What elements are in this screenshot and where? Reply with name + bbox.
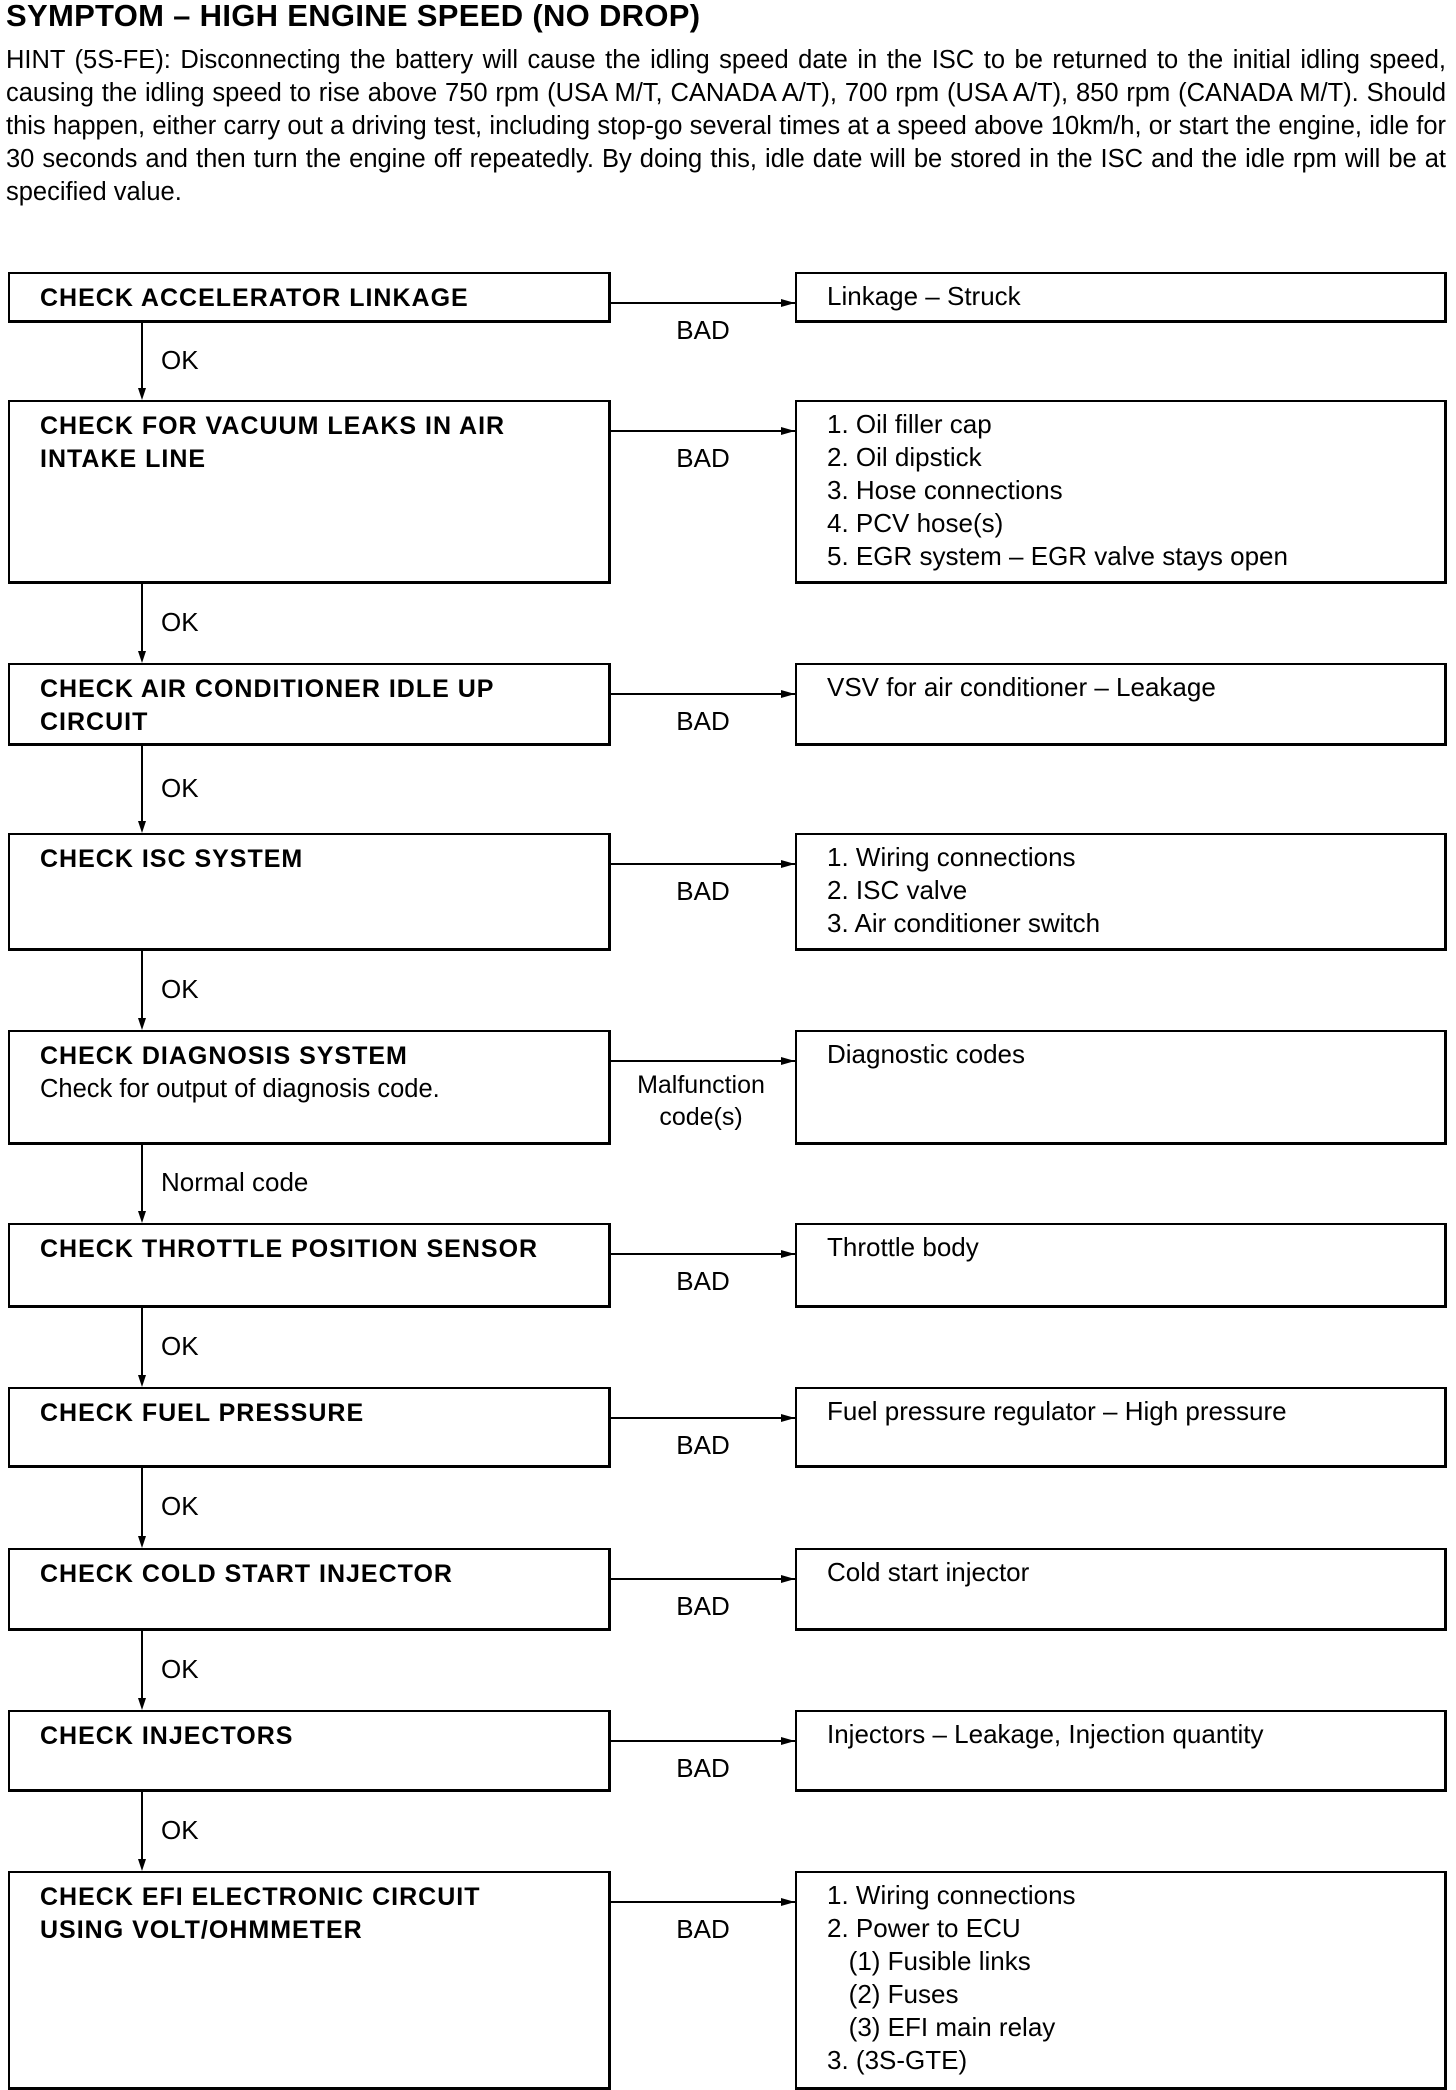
- result-item: (1) Fusible links: [827, 1946, 1031, 1976]
- result-condition-label: BAD: [676, 1591, 730, 1621]
- connector-line: [141, 1792, 143, 1861]
- result-box: [795, 1223, 1447, 1308]
- check-title: CIRCUIT: [40, 708, 149, 736]
- connector-line: [141, 1145, 143, 1213]
- next-condition-label: OK: [161, 1653, 199, 1684]
- result-item: Linkage – Struck: [827, 281, 1021, 311]
- next-condition-label: OK: [161, 1491, 199, 1521]
- result-item: 3. Air conditioner switch: [827, 908, 1101, 938]
- connector-line: [141, 1468, 143, 1538]
- result-box: [795, 1548, 1447, 1631]
- connector-line: [141, 584, 143, 653]
- arrow-right-icon: [781, 1414, 795, 1422]
- result-condition-label: BAD: [676, 1430, 730, 1460]
- next-condition-label: OK: [161, 1814, 199, 1845]
- check-box: [8, 1710, 611, 1792]
- next-condition-label: Normal code: [161, 1167, 309, 1197]
- result-condition-label: BAD: [676, 1914, 730, 1944]
- result-condition-label: BAD: [676, 443, 730, 473]
- check-title: INTAKE LINE: [40, 445, 207, 473]
- check-box: [8, 1030, 611, 1145]
- arrow-down-icon: [138, 821, 146, 833]
- check-instruction: Check for output of diagnosis code.: [40, 1075, 440, 1103]
- check-title: CHECK INJECTORS: [40, 1722, 294, 1750]
- result-item: 1. Wiring connections: [827, 842, 1076, 872]
- next-condition-label: OK: [161, 772, 199, 803]
- connector-line: [141, 323, 143, 390]
- result-item: VSV for air conditioner – Leakage: [827, 672, 1216, 702]
- result-item: 2. ISC valve: [827, 875, 968, 905]
- result-condition-label: BAD: [676, 315, 730, 345]
- connector-line: [611, 1578, 795, 1580]
- check-title: CHECK DIAGNOSIS SYSTEM: [40, 1042, 408, 1070]
- check-box: [8, 833, 611, 951]
- result-item: 4. PCV hose(s): [827, 508, 1004, 538]
- check-box: [8, 1387, 611, 1468]
- arrow-right-icon: [781, 1898, 795, 1906]
- arrow-down-icon: [138, 1859, 146, 1871]
- connector-line: [611, 1060, 795, 1062]
- connector-line: [141, 746, 143, 823]
- check-title: CHECK FUEL PRESSURE: [40, 1399, 365, 1427]
- connector-line: [611, 1417, 795, 1419]
- result-condition-label: BAD: [676, 706, 730, 736]
- result-box: [795, 272, 1447, 323]
- check-title: CHECK EFI ELECTRONIC CIRCUIT: [40, 1883, 481, 1911]
- connector-line: [611, 1901, 795, 1903]
- check-box: [8, 400, 611, 584]
- result-condition-label: BAD: [676, 1266, 730, 1296]
- connector-line: [611, 863, 795, 865]
- arrow-down-icon: [138, 388, 146, 400]
- result-box: [795, 663, 1447, 746]
- result-box: [795, 1030, 1447, 1145]
- result-box: [795, 1710, 1447, 1792]
- result-item: Throttle body: [827, 1232, 979, 1262]
- next-condition-label: OK: [161, 344, 199, 375]
- check-title: CHECK AIR CONDITIONER IDLE UP: [40, 675, 495, 703]
- arrow-right-icon: [781, 299, 795, 307]
- result-box: [795, 833, 1447, 951]
- next-condition-label: OK: [161, 606, 199, 637]
- arrow-right-icon: [781, 1737, 795, 1745]
- result-item: Fuel pressure regulator – High pressure: [827, 1396, 1287, 1426]
- arrow-down-icon: [138, 1375, 146, 1387]
- result-item: Cold start injector: [827, 1557, 1030, 1587]
- check-title: CHECK ACCELERATOR LINKAGE: [40, 284, 469, 312]
- check-box: [8, 272, 611, 323]
- connector-line: [141, 1308, 143, 1377]
- arrow-down-icon: [138, 651, 146, 663]
- arrow-down-icon: [138, 1698, 146, 1710]
- check-title: CHECK THROTTLE POSITION SENSOR: [40, 1235, 539, 1263]
- check-box: [8, 663, 611, 746]
- connector-line: [141, 1631, 143, 1700]
- connector-line: [611, 1253, 795, 1255]
- connector-line: [611, 302, 795, 304]
- check-title: CHECK FOR VACUUM LEAKS IN AIR: [40, 412, 506, 440]
- result-condition-label: BAD: [676, 1753, 730, 1783]
- result-item: (3) EFI main relay: [827, 2012, 1056, 2042]
- result-item: (2) Fuses: [827, 1979, 959, 2009]
- connector-line: [611, 1740, 795, 1742]
- arrow-down-icon: [138, 1536, 146, 1548]
- check-box: [8, 1223, 611, 1308]
- next-condition-label: OK: [161, 973, 199, 1004]
- arrow-right-icon: [781, 1057, 795, 1065]
- result-box: [795, 1871, 1447, 2090]
- result-item: 1. Oil filler cap: [827, 409, 992, 439]
- result-box: [795, 400, 1447, 584]
- next-condition-label: OK: [161, 1330, 199, 1361]
- check-title: CHECK COLD START INJECTOR: [40, 1560, 453, 1588]
- page-title: SYMPTOM – HIGH ENGINE SPEED (NO DROP): [6, 0, 701, 33]
- check-title: CHECK ISC SYSTEM: [40, 845, 304, 873]
- result-item: 3. Hose connections: [827, 475, 1063, 505]
- arrow-right-icon: [781, 1575, 795, 1583]
- arrow-right-icon: [781, 690, 795, 698]
- result-box: [795, 1387, 1447, 1468]
- result-item: 2. Power to ECU: [827, 1913, 1021, 1943]
- result-item: 5. EGR system – EGR valve stays open: [827, 541, 1288, 571]
- connector-line: [611, 430, 795, 432]
- result-condition-label: BAD: [676, 876, 730, 906]
- result-item: 3. (3S-GTE): [827, 2045, 968, 2075]
- arrow-right-icon: [781, 427, 795, 435]
- connector-line: [611, 693, 795, 695]
- check-box: [8, 1871, 611, 2090]
- arrow-down-icon: [138, 1018, 146, 1030]
- result-item: Injectors – Leakage, Injection quantity: [827, 1719, 1264, 1749]
- arrow-right-icon: [781, 1250, 795, 1258]
- arrow-down-icon: [138, 1211, 146, 1223]
- result-item: 1. Wiring connections: [827, 1880, 1076, 1910]
- check-title: USING VOLT/OHMMETER: [40, 1916, 363, 1944]
- arrow-right-icon: [781, 860, 795, 868]
- result-item: 2. Oil dipstick: [827, 442, 982, 472]
- result-condition-label: Malfunction code(s): [637, 1071, 765, 1131]
- result-item: Diagnostic codes: [827, 1039, 1025, 1069]
- connector-line: [141, 951, 143, 1020]
- check-box: [8, 1548, 611, 1631]
- hint-paragraph: HINT (5S-FE): Disconnecting the battery will cause the idling speed date in the ISC to be returned to the initial idling speed, causing the idling speed to rise above 750 rpm (USA M/T, CANADA A/T), 700 rpm (USA A/T), 850 rpm (CANADA M/T). Should this happen, either carry out a driving test, including stop-go several times at a speed above 10km/h, or start the engine, idle for 30 seconds and then turn the engine off repeatedly. By doing this, idle date will be stored in the ISC and the idle rpm will be at specified value.: [6, 46, 1446, 206]
